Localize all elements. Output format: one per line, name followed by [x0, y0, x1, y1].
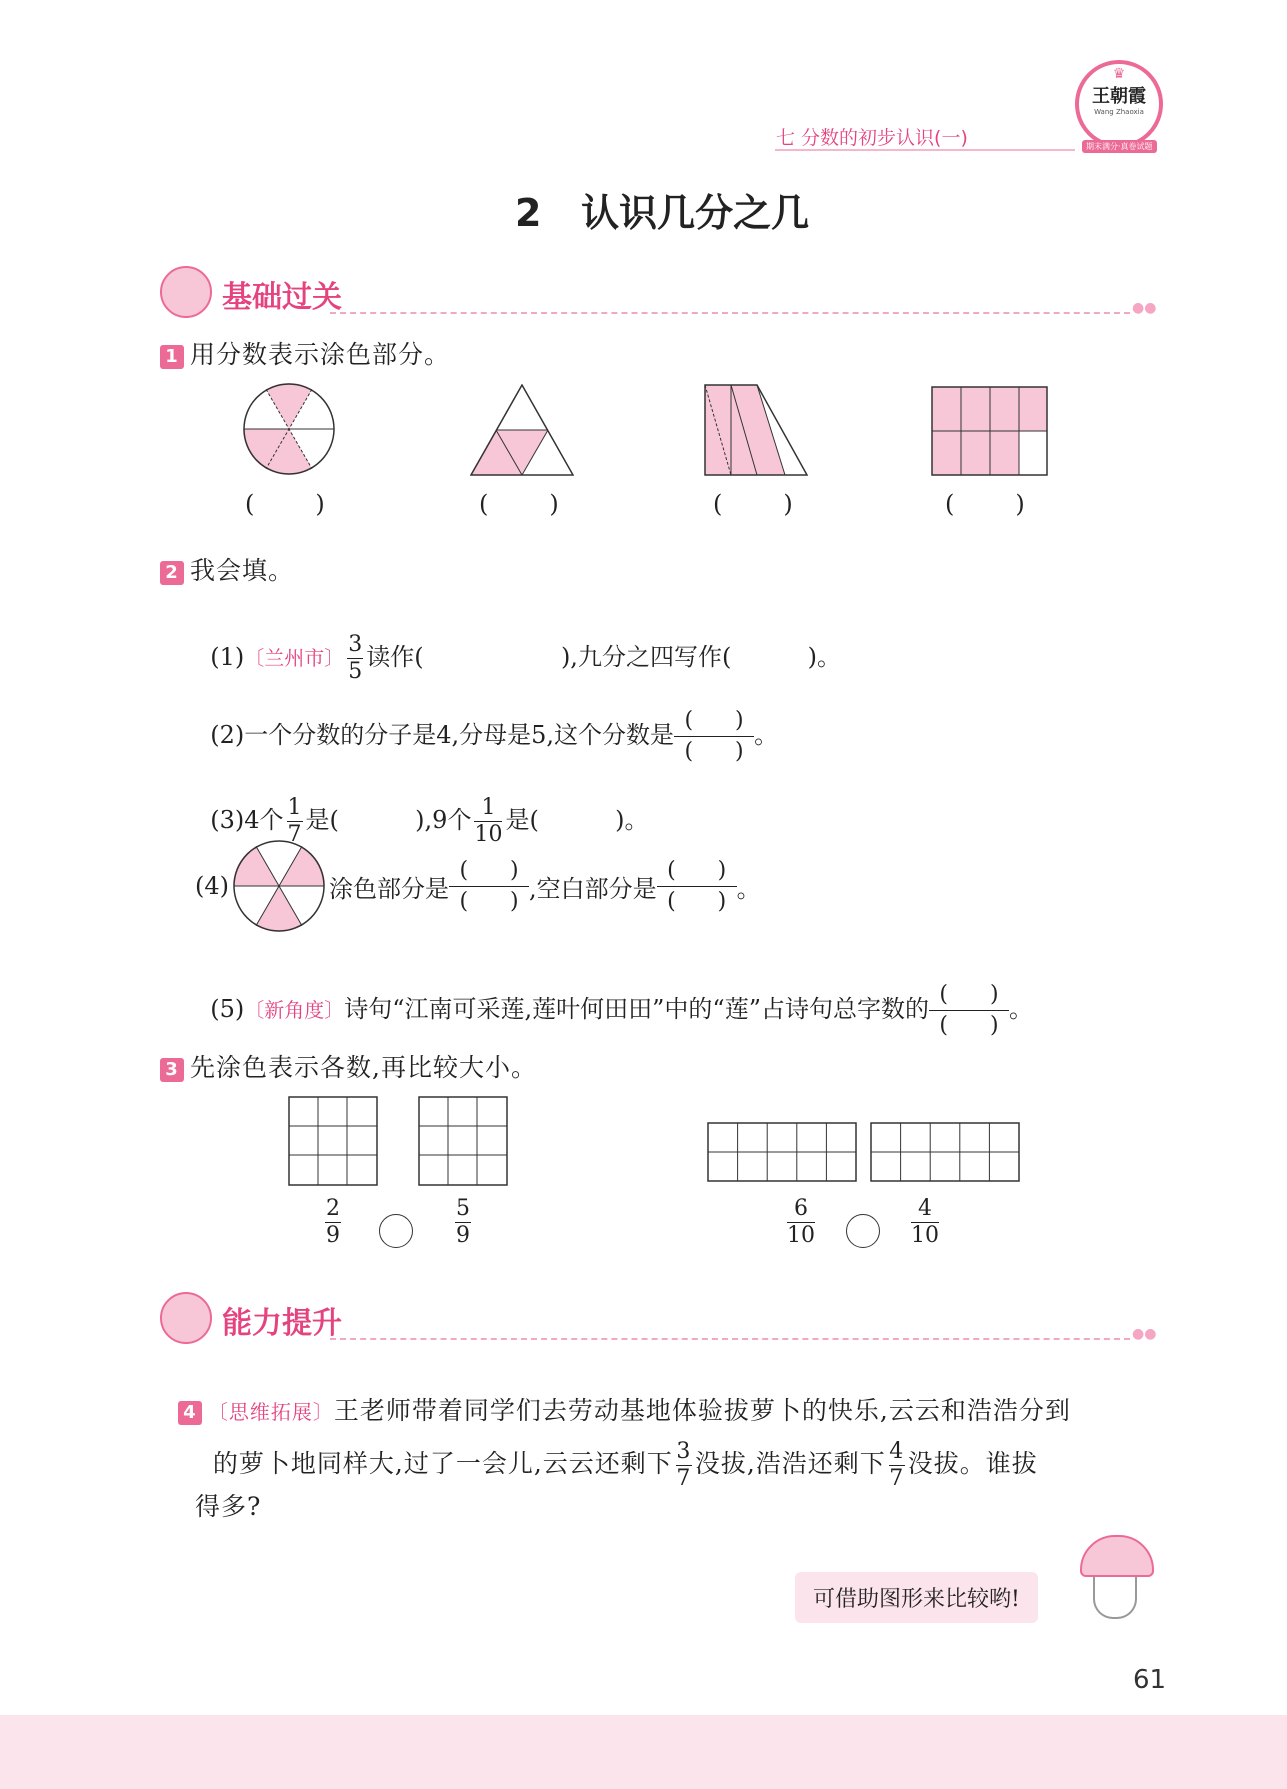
q4-frac1: $\frac{3}{7}$	[676, 1439, 692, 1491]
section1-dots-icon: ●●	[1132, 300, 1157, 316]
q2-item1-fraction: $\frac{3}{5}$	[348, 632, 363, 684]
q2-item5-tag: 〔新角度〕	[244, 998, 345, 1022]
q2-item3	[195, 767, 648, 848]
q3-grid-right-a[interactable]	[707, 1122, 857, 1182]
section2-heading: 能力提升	[222, 1306, 342, 1341]
logo-badge	[1075, 60, 1163, 148]
q2-item4: (4) 涂色部分是 $\frac{( )}{( )}$ ,空白部分是 $\frac{( )}{( )}$ 。	[195, 840, 761, 932]
section1-divider	[330, 312, 1130, 314]
header-underline	[775, 149, 1075, 151]
q2-number: 2	[160, 561, 184, 585]
logo-sub: Wang Zhaoxia	[1094, 108, 1144, 116]
q1-answer-1[interactable]: ( )	[245, 490, 325, 518]
q4-line3: 得多?	[195, 1492, 262, 1521]
q2-text: 我会填。	[190, 556, 295, 585]
q3	[160, 1048, 537, 1084]
logo-text: 王朝霞	[1092, 86, 1146, 107]
q2-item4-b: ,空白部分是	[529, 874, 657, 903]
section2-avatar	[160, 1292, 212, 1344]
q2-item5: (5)〔新角度〕诗句“江南可采莲,莲叶何田田”中的“莲”占诗句总字数的 $\frac{( )}{( )}$ 。	[195, 952, 1033, 1041]
hint-bubble: 可借助图形来比较哟!	[795, 1572, 1038, 1623]
section2-divider	[330, 1338, 1130, 1340]
q2-item5-prefix: (5)	[210, 995, 245, 1023]
q2-item1	[195, 604, 841, 685]
logo-bottom-text: 期末满分·真卷试题	[1082, 140, 1157, 153]
q1-text: 用分数表示涂色部分。	[190, 340, 451, 369]
circle-shaded-top	[266, 383, 312, 429]
q2-item4-blank1[interactable]: $\frac{( )}{( )}$	[449, 856, 529, 917]
q3-grid-left-b[interactable]	[418, 1096, 508, 1186]
q4-text-1: 王老师带着同学们去劳动基地体验拔萝卜的快乐,云云和浩浩分到	[333, 1396, 1071, 1425]
q4-line2: 的萝卜地同样大,过了一会儿,云云还剩下 $\frac{3}{7}$ 没拔,浩浩还剩下 $\frac{4}{7}$ 没拔。谁拔	[212, 1439, 1038, 1491]
q1-triangle-figure	[470, 384, 574, 476]
q2-item2: (2)一个分数的分子是4,分母是5,这个分数是 $\frac{( )}{( )}$ 。	[195, 678, 778, 767]
q3-number: 3	[160, 1058, 184, 1082]
q2-item4-blank2[interactable]: $\frac{( )}{( )}$	[657, 856, 737, 917]
q2-item3-b[interactable]: 是( ),9个	[305, 806, 472, 834]
trapezoid-shaded	[705, 385, 785, 475]
q1-trapezoid-figure	[704, 384, 808, 476]
q3-grid-left-a[interactable]	[288, 1096, 378, 1186]
q2-item4-prefix: (4)	[195, 872, 229, 900]
mushroom-mascot-icon	[1080, 1535, 1150, 1625]
q2-item3-c[interactable]: 是( )。	[505, 806, 649, 834]
section1-avatar	[160, 266, 212, 318]
q4-frac2: $\frac{4}{7}$	[889, 1439, 905, 1491]
logo-crown-icon: ♛	[1112, 66, 1126, 82]
q1-answer-2[interactable]: ( )	[479, 490, 559, 518]
q3-left-frac1: 2 9	[326, 1196, 340, 1248]
q1-answer-3[interactable]: ( )	[713, 490, 793, 518]
q1-answer-4[interactable]: ( )	[945, 490, 1025, 518]
q1	[160, 335, 450, 371]
q2-item5-text: 诗句“江南可采莲,莲叶何田田”中的“莲”占诗句总字数的	[344, 995, 929, 1023]
q2-item1-tag: 〔兰州市〕	[244, 646, 345, 670]
q3-left-frac2: 5 9	[456, 1196, 470, 1248]
q2-item5-blank[interactable]: $\frac{( )}{( )}$	[929, 980, 1009, 1041]
q3-right-compare-circle[interactable]	[846, 1214, 880, 1248]
q3-grid-right-b[interactable]	[870, 1122, 1020, 1182]
q4-number: 4	[178, 1401, 202, 1425]
chapter-header: 七 分数的初步认识(一)	[776, 127, 968, 149]
q1-number: 1	[160, 345, 184, 369]
q4-tag: 〔思维拓展〕	[207, 1400, 334, 1424]
section2-dots-icon: ●●	[1132, 1326, 1157, 1342]
q2-item3-a: (3)4个	[210, 806, 284, 834]
q1-grid-figure	[931, 386, 1048, 476]
section1-heading: 基础过关	[222, 280, 342, 315]
q2-item1-prefix: (1)	[210, 643, 245, 671]
q2	[160, 551, 294, 587]
q2-item3-frac1: $\frac{1}{7}$	[287, 795, 302, 847]
footer-band	[0, 1715, 1287, 1789]
q2-item2-blank-fraction[interactable]: $\frac{( )}{( )}$	[674, 706, 754, 767]
q2-item4-a: 涂色部分是	[329, 874, 449, 903]
q3-right-frac2: 4 10	[911, 1196, 939, 1248]
q2-item1-text[interactable]: 读作( ),九分之四写作( )。	[366, 643, 841, 671]
q3-text: 先涂色表示各数,再比较大小。	[190, 1053, 537, 1082]
q2-item4-circle	[233, 840, 325, 932]
page-title: 2 认识几分之几	[515, 191, 810, 235]
q2-item2-text: (2)一个分数的分子是4,分母是5,这个分数是	[210, 721, 675, 749]
q3-left-compare-circle[interactable]	[379, 1214, 413, 1248]
q3-right-frac1: 6 10	[787, 1196, 815, 1248]
page-number: 61	[1133, 1665, 1167, 1695]
q1-circle-figure	[243, 383, 335, 475]
q2-item3-frac2: $\frac{1}{10}$	[474, 795, 503, 847]
